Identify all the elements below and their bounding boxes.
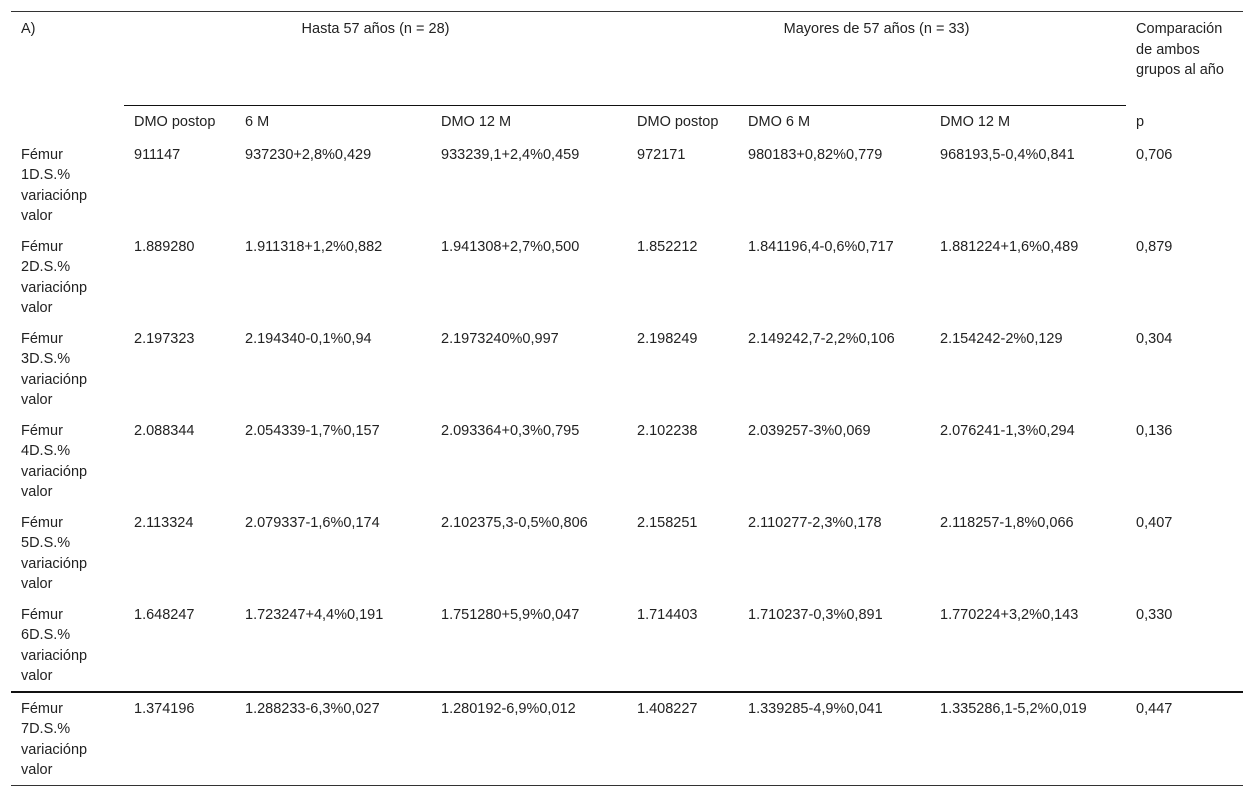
table-cell: 1.852212 <box>637 238 698 255</box>
table-cell: 1.408227 <box>627 692 738 786</box>
table-cell: 911147 <box>134 146 181 163</box>
table-cell: 2.198249 <box>637 330 698 347</box>
table-cell: 2.110277-2,3%0,178 <box>748 514 882 531</box>
table-cell: 2.149242,7-2,2%0,106 <box>748 330 895 347</box>
table-cell: 1.710237-0,3%0,891 <box>748 606 883 623</box>
table-cell: 933239,1+2,4%0,459 <box>441 146 580 163</box>
row-label: Fémur 4D.S.% variaciónp valor <box>21 422 88 500</box>
table-cell: 2.039257-3%0,069 <box>748 422 871 439</box>
table-cell: 2.093364+0,3%0,795 <box>441 422 580 439</box>
table-row <box>11 415 1243 507</box>
table-cell: 1.841196,4-0,6%0,717 <box>748 238 894 255</box>
table-cell: 2.158251 <box>637 514 698 531</box>
table-row <box>11 507 1243 599</box>
subheader: 6 M <box>235 106 431 139</box>
row-label: Fémur 1D.S.% variaciónp valor <box>21 146 88 224</box>
table-cell: 937230+2,8%0,429 <box>245 146 372 163</box>
subheader: DMO 12 M <box>431 106 627 139</box>
table-cell: 2.118257-1,8%0,066 <box>940 514 1074 531</box>
row-label: Fémur 7D.S.% variaciónp valor <box>11 692 124 786</box>
table-cell: 2.102375,3-0,5%0,806 <box>441 514 588 531</box>
table-cell: 1.751280+5,9%0,047 <box>441 606 580 623</box>
table-cell: 968193,5-0,4%0,841 <box>940 146 1075 163</box>
table-cell: 2.113324 <box>134 514 194 531</box>
row-label: Fémur 5D.S.% variaciónp valor <box>21 514 88 592</box>
table-cell: 0,136 <box>1136 422 1173 439</box>
table-cell: 1.335286,1-5,2%0,019 <box>930 692 1126 786</box>
table-cell: 1.339285-4,9%0,041 <box>738 692 930 786</box>
table-cell: 0,330 <box>1136 606 1173 623</box>
table-cell: 2.197323 <box>134 330 195 347</box>
group-header-old: Mayores de 57 años (n = 33) <box>627 12 1126 106</box>
table-cell: 1.770224+3,2%0,143 <box>940 606 1079 623</box>
table-cell: 2.194340-0,1%0,94 <box>245 330 372 347</box>
row-label: Fémur 6D.S.% variaciónp valor <box>21 606 88 684</box>
table-cell: 0,706 <box>1136 146 1173 163</box>
bmd-table <box>11 11 1243 786</box>
table-cell: 1.374196 <box>124 692 235 786</box>
table-cell: 980183+0,82%0,779 <box>748 146 883 163</box>
table-cell: 0,304 <box>1136 330 1173 347</box>
row-label: Fémur 3D.S.% variaciónp valor <box>21 330 88 408</box>
table-cell: 1.288233-6,3%0,027 <box>235 692 431 786</box>
subheader: DMO postop <box>124 106 235 139</box>
table-cell: 2.154242-2%0,129 <box>940 330 1063 347</box>
table-cell: 0,879 <box>1136 238 1173 255</box>
subheader: DMO 6 M <box>738 106 930 139</box>
table-row <box>11 139 1243 231</box>
table-label: A) <box>11 12 124 139</box>
row-label: Fémur 2D.S.% variaciónp valor <box>21 238 88 316</box>
table-cell: 1.911318+1,2%0,882 <box>245 238 383 255</box>
table-cell: 2.1973240%0,997 <box>441 330 559 347</box>
table-cell: 1.280192-6,9%0,012 <box>431 692 627 786</box>
group-header-young: Hasta 57 años (n = 28) <box>124 12 627 106</box>
table-cell: 0,407 <box>1136 514 1173 531</box>
table-cell: 1.889280 <box>134 238 195 255</box>
table-cell: 972171 <box>637 146 686 163</box>
table-cell: 1.714403 <box>637 606 698 623</box>
compare-header: Comparación de ambos grupos al año <box>1126 12 1243 106</box>
subheader: DMO postop <box>627 106 738 139</box>
table-cell: 2.088344 <box>134 422 195 439</box>
table-cell: 2.054339-1,7%0,157 <box>245 422 380 439</box>
table-cell: 1.648247 <box>134 606 195 623</box>
table-cell: 2.102238 <box>637 422 698 439</box>
table-row <box>11 323 1243 415</box>
table-row <box>11 692 1243 786</box>
table-cell: 0,447 <box>1126 692 1243 786</box>
table-cell: 2.076241-1,3%0,294 <box>940 422 1075 439</box>
table-cell: 1.941308+2,7%0,500 <box>441 238 580 255</box>
table-cell: 1.723247+4,4%0,191 <box>245 606 384 623</box>
subheader: p <box>1136 113 1145 130</box>
table-row <box>11 231 1243 323</box>
subheader: DMO 12 M <box>930 106 1126 139</box>
table-cell: 2.079337-1,6%0,174 <box>245 514 380 531</box>
table-row <box>11 599 1243 692</box>
table-cell: 1.881224+1,6%0,489 <box>940 238 1079 255</box>
